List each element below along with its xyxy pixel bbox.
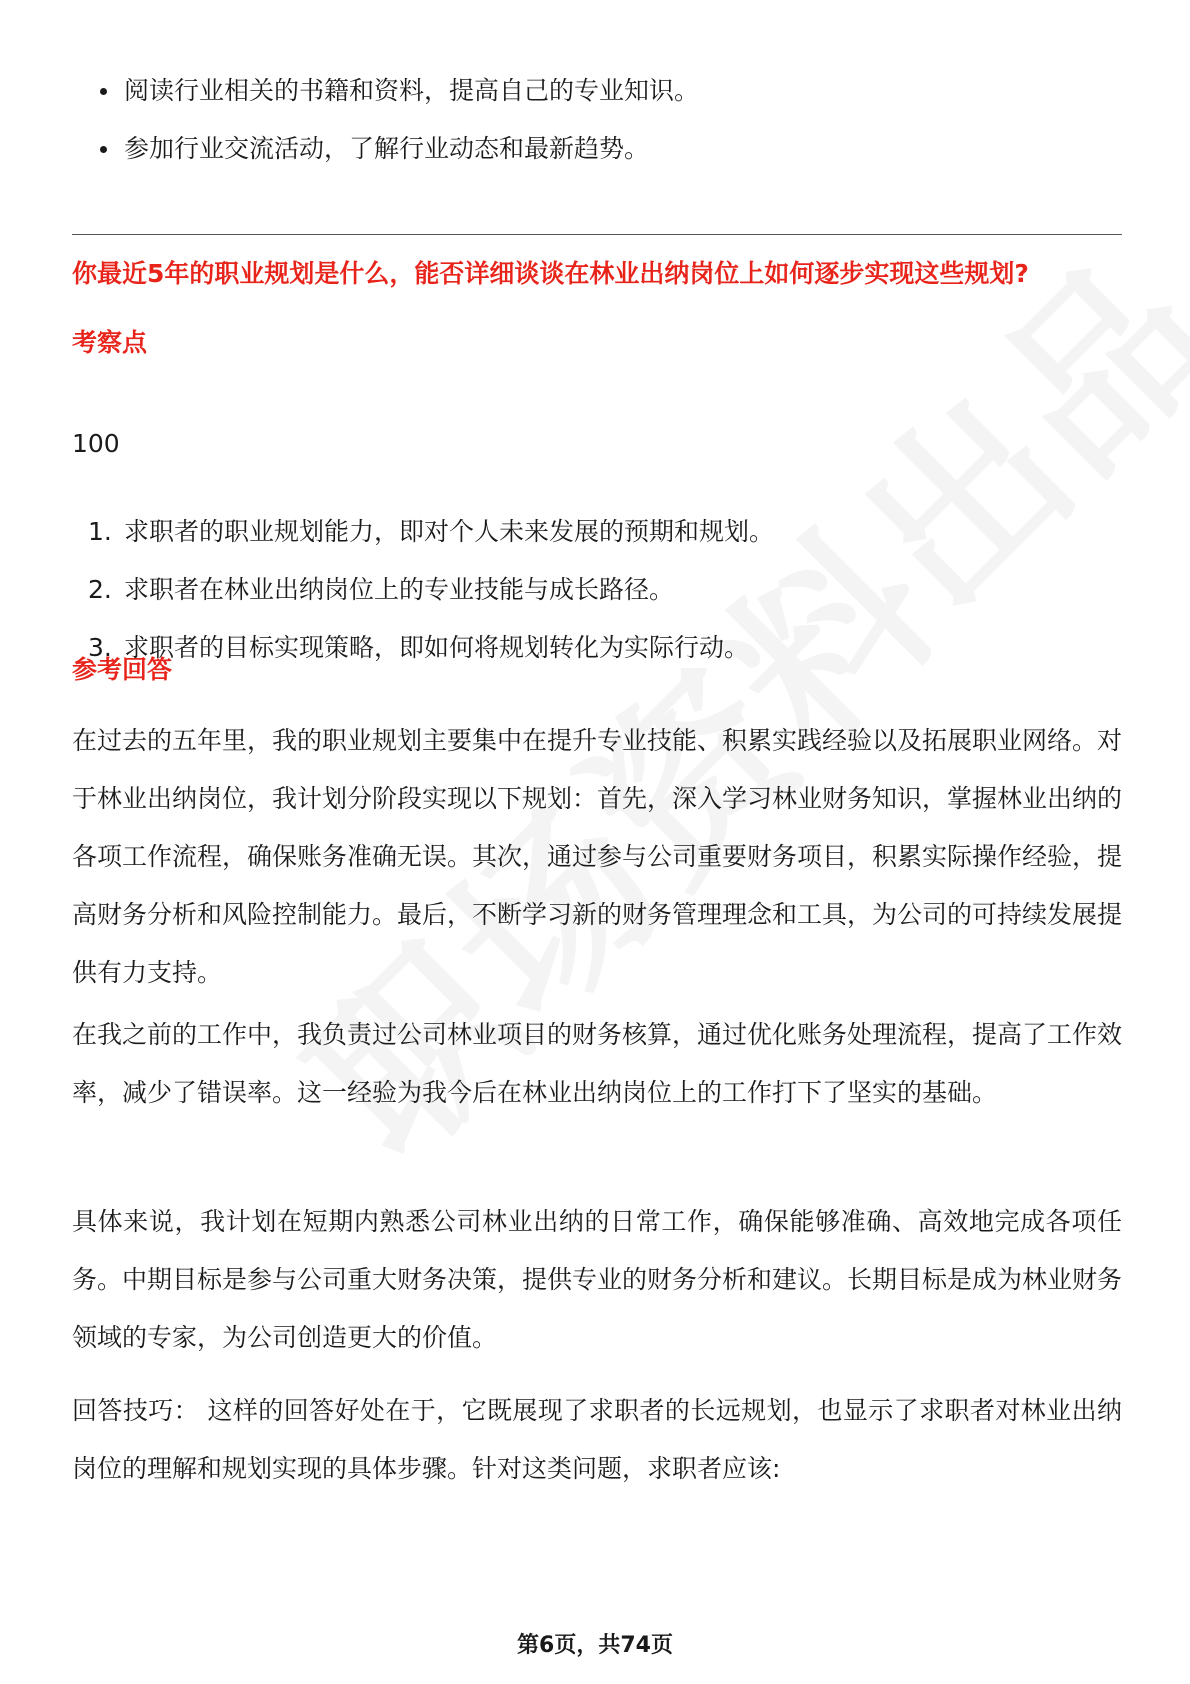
assessment-points [88, 514, 774, 688]
item-number: 2. [88, 575, 112, 604]
answer-paragraph: 在过去的五年里，我的职业规划主要集中在提升专业技能、积累实践经验以及拓展职业网络。对于林业出纳岗位，我计划分阶段实现以下规划：首先，深入学习林业财务知识，掌握林业出纳的各项工作流程，确保账务准确无误。其次，通过参与公司重要财务项目，积累实际操作经验，提高财务分析和风险控制能力。最后，不断学习新的财务管理理念和工具，为公司的可持续发展提供有力支持。 [72, 726, 1123, 987]
item-number: 3. [88, 633, 112, 662]
item-text: 求职者的目标实现策略，即如何将规划转化为实际行动。 [124, 633, 750, 662]
list-item [100, 131, 699, 166]
list-item [88, 514, 774, 550]
item-number: 1. [88, 517, 112, 546]
answer-tips-paragraph: 回答技巧： 这样的回答好处在于，它既展现了求职者的长远规划，也显示了求职者对林业出纳岗位的理解和规划实现的具体步骤。针对这类问题，求职者应该: [72, 1396, 1122, 1483]
assessment-title: 考察点 [72, 328, 148, 357]
section-divider [72, 234, 1122, 235]
bullet-list [100, 73, 699, 189]
page-number: 第6页，共74页 [517, 1633, 673, 1658]
assessment-score: 100 [72, 429, 120, 458]
item-text: 求职者的职业规划能力，即对个人未来发展的预期和规划。 [124, 517, 775, 546]
bullet-dot-icon [100, 88, 107, 95]
bullet-text: 阅读行业相关的书籍和资料，提高自己的专业知识。 [124, 76, 700, 105]
answer-paragraph: 具体来说，我计划在短期内熟悉公司林业出纳的日常工作，确保能够准确、高效地完成各项任务。中期目标是参与公司重大财务决策，提供专业的财务分析和建议。长期目标是成为林业财务领域的专家，为公司创造更大的价值。 [72, 1207, 1123, 1352]
list-item [88, 630, 774, 666]
answer-paragraph: 在我之前的工作中，我负责过公司林业项目的财务核算，通过优化账务处理流程，提高了工作效率，减少了错误率。这一经验为我今后在林业出纳岗位上的工作打下了坚实的基础。 [72, 1020, 1123, 1107]
item-text: 求职者在林业出纳岗位上的专业技能与成长路径。 [124, 575, 675, 604]
bullet-dot-icon [100, 146, 107, 153]
question-heading: 你最近5年的职业规划是什么，能否详细谈谈在林业出纳岗位上如何逐步实现这些规划? [72, 259, 1029, 288]
bullet-text: 参加行业交流活动，了解行业动态和最新趋势。 [124, 134, 650, 163]
list-item [100, 73, 699, 108]
answer-title: 参考回答 [72, 655, 173, 684]
list-item [88, 572, 774, 608]
